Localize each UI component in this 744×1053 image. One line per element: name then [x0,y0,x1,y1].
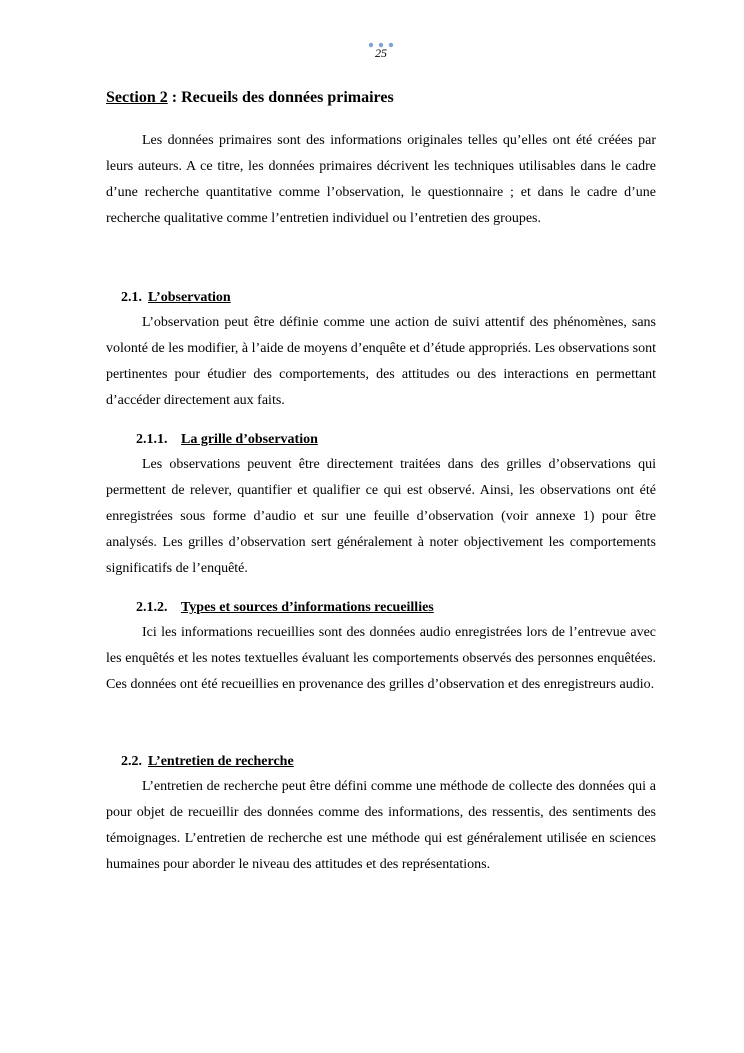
heading-observation [106,286,656,310]
observation-grid-paragraph: Les observations peuvent être directement traitées dans des grilles d’observations qui permettent de relever, quantifier et qualifier ce qui est observé. Ainsi, les observations ont été enregistrées sous forme d’audio et sur une feuille d’observation (voir annexe 1) pour être analysés. Les grilles d’observation sert généralement à noter objectivement les comportements significatifs de l’enquêté. [106,457,656,576]
heading-title: L’entretien de recherche [148,754,294,769]
page-number: 25 [375,46,387,60]
heading-title: La grille d’observation [181,432,318,447]
research-interview-paragraph: L’entretien de recherche peut être défini comme une méthode de collecte des données qui a pour objet de recueillir des données comme des informations, des ressentis, des sentiments des témoignages. L’entretien de recherche est une méthode qui est généralement utilisée en sciences humaines pour aborder le niveau des attitudes et des représentations. [106,779,656,872]
section-intro-paragraph: Les données primaires sont des informations originales telles qu’elles ont été créées par leurs auteurs. A ce titre, les données primaires décrivent les techniques utilisables dans le cadre d’une recherche quantitative comme l’observation, le questionnaire ; et dans le cadre d’une recherche qualitative comme l’entretien individuel ou l’entretien des groupes. [106,133,656,226]
section-label: Section 2 [106,89,168,106]
heading-number: 2.2. [121,754,142,769]
heading-research-interview [106,750,656,774]
page-header [0,40,744,64]
heading-number: 2.1. [121,290,142,305]
heading-number: 2.1.1. [136,432,168,447]
heading-title: L’observation [148,290,231,305]
section-title [106,86,656,110]
section-title-text: : Recueils des données primaires [167,89,394,106]
page-content [106,86,656,878]
heading-observation-grid [106,428,656,452]
observation-paragraph: L’observation peut être définie comme une action de suivi attentif des phénomènes, sans volonté de les modifier, à l’aide de moyens d’enquête et d’étude appropriés. Les observations sont pertinentes pour étudier des comportements, des attitudes ou des interactions en permettant d’accéder directement aux faits. [106,315,656,408]
heading-number: 2.1.2. [136,600,168,615]
information-types-paragraph: Ici les informations recueillies sont des données audio enregistrées lors de l’entrevue avec les enquêtés et les notes textuelles évaluant les comportements observés des personnes enquêtées. Ces données ont été recueillies en provenance des grilles d’observation et des enregistreurs audio. [106,625,656,692]
heading-title: Types et sources d’informations recueillies [181,600,434,615]
heading-information-types [106,596,656,620]
